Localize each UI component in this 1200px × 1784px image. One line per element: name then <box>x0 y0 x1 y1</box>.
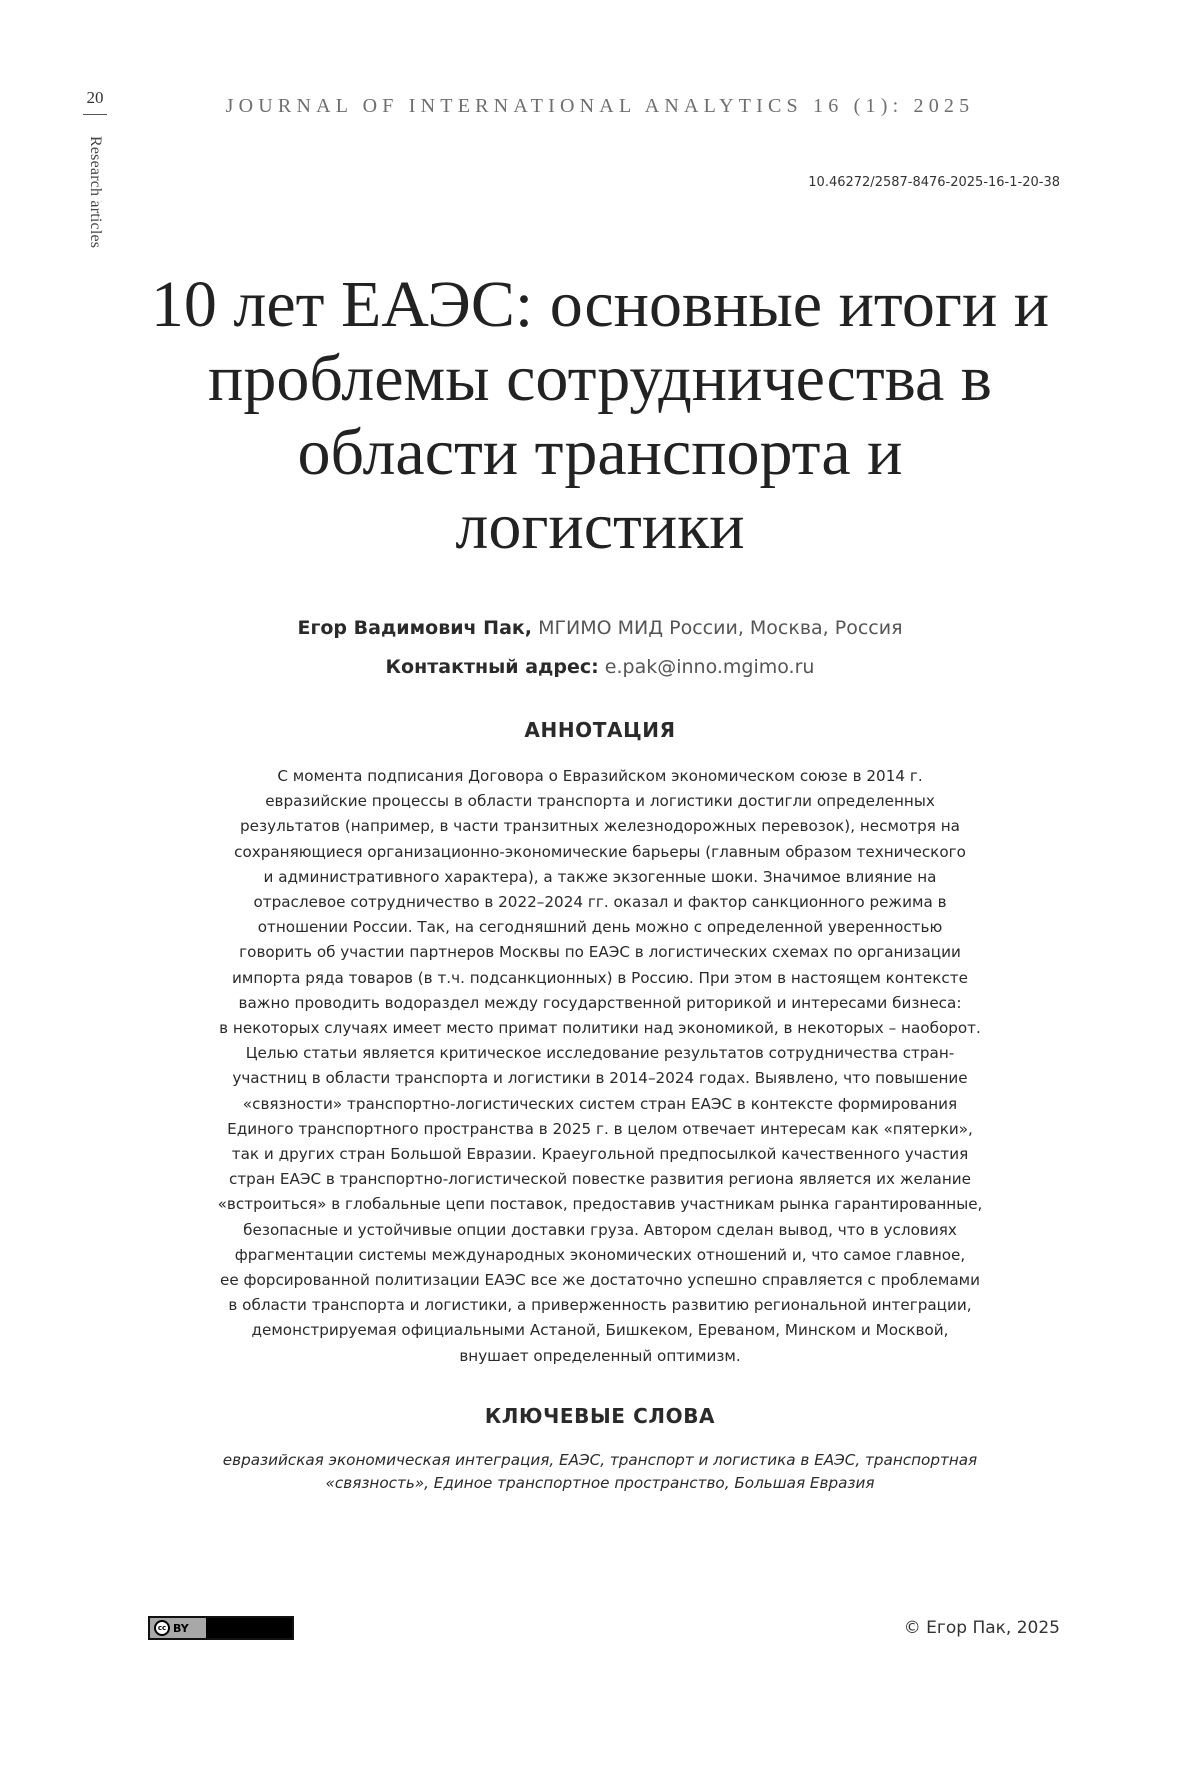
abstract-line: результатов (например, в части транзитных железнодорожных перевозок), несмотря на <box>240 817 960 836</box>
author-line <box>150 617 1050 639</box>
abstract-line: фрагментации системы международных экономических отношений и, что самое главное, <box>234 1245 966 1264</box>
page-number-rule <box>83 114 107 115</box>
keywords-line: «связность», Единое транспортное пространство, Большая Евразия <box>325 1474 875 1492</box>
creative-commons-icon: cc <box>154 1620 170 1636</box>
cc-by-license-badge[interactable] <box>148 1616 294 1640</box>
page-number: 20 <box>86 88 104 107</box>
author-name: Егор Вадимович Пак, <box>297 617 533 639</box>
cc-part <box>150 1618 206 1638</box>
author-affiliation: МГИМО МИД России, Москва, Россия <box>538 617 903 639</box>
contact-line <box>150 656 1050 678</box>
contact-email[interactable]: e.pak@inno.mgimo.ru <box>604 656 815 678</box>
abstract-line: импорта ряда товаров (в т.ч. подсанкционных) в Россию. При этом в настоящем контексте <box>232 968 968 987</box>
abstract-body <box>176 764 1024 1369</box>
abstract-line: С момента подписания Договора о Евразийском экономическом союзе в 2014 г. <box>277 767 923 785</box>
keywords-heading: КЛЮЧЕВЫЕ СЛОВА <box>484 1404 716 1428</box>
abstract-line: и административного характера), а также экзогенные шоки. Значимое влияние на <box>263 867 937 886</box>
abstract-line: сохраняющиеся организационно-экономические барьеры (главным образом технического <box>234 842 966 861</box>
license-by-text: BY <box>173 1621 189 1635</box>
badge-black-panel <box>206 1618 292 1638</box>
abstract-line: ее форсированной политизации ЕАЭС все же достаточно успешно справляется с проблемами <box>220 1271 980 1290</box>
abstract-line: безопасные и устойчивые опции доставки груза. Автором сделан вывод, что в условиях <box>243 1220 957 1239</box>
abstract-line: «встроиться» в глобальные цепи поставок, предоставив участникам рынка гарантированные, <box>217 1195 983 1214</box>
abstract-line: отношении России. Так, на сегодняшний день можно с определенной уверенностью <box>257 918 943 937</box>
abstract-line: говорить об участии партнеров Москвы по ЕАЭС в логистических схемах по организации <box>239 943 961 962</box>
abstract-line: стран ЕАЭС в транспортно-логистической повестке развития региона является их желание <box>228 1170 971 1189</box>
abstract-line: демонстрируемая официальными Астаной, Бишкеком, Ереваном, Минском и Москвой, <box>251 1321 949 1340</box>
article-title: 10 лет ЕАЭС: основные итоги и проблемы сотрудничества в области транспорта и логистики <box>150 268 1050 563</box>
abstract-line: внушает определенный оптимизм. <box>459 1346 741 1365</box>
abstract-line: в некоторых случаях имеет место примат политики над экономикой, в некоторых – наоборот. <box>219 1019 981 1038</box>
abstract-line: отраслевое сотрудничество в 2022–2024 гг. оказал и фактор санкционного режима в <box>253 893 947 912</box>
abstract-line: участниц в области транспорта и логистики в 2014–2024 годах. Выявлено, что повышение <box>232 1069 968 1088</box>
abstract-line: важно проводить водораздел между государственной риторикой и интересами бизнеса: <box>238 993 962 1012</box>
abstract-heading: АННОТАЦИЯ <box>524 718 676 742</box>
abstract-line: в области транспорта и логистики, а приверженность развитию региональной интеграции, <box>228 1296 972 1315</box>
abstract-line: Целью статьи является критическое исследование результатов сотрудничества стран- <box>245 1044 955 1063</box>
abstract-line: «связности» транспортно-логистических систем стран ЕАЭС в контексте формирования <box>242 1094 958 1113</box>
keywords-line: евразийская экономическая интеграция, ЕАЭС, транспорт и логистика в ЕАЭС, транспортная <box>222 1451 978 1469</box>
journal-running-header: JOURNAL OF INTERNATIONAL ANALYTICS 16 (1): 2025 <box>225 95 975 117</box>
keywords-body <box>176 1449 1024 1495</box>
copyright: © Егор Пак, 2025 <box>903 1618 1060 1638</box>
abstract-line: Единого транспортного пространства в 2025 г. в целом отвечает интересам как «пятерки», <box>227 1119 973 1138</box>
doi: 10.46272/2587-8476-2025-16-1-20-38 <box>808 175 1060 190</box>
section-side-label: Research articles <box>87 136 104 249</box>
abstract-line: так и других стран Большой Евразии. Краеугольной предпосылкой качественного участия <box>231 1145 969 1164</box>
abstract-line: евразийские процессы в области транспорта и логистики достигли определенных <box>265 792 935 811</box>
contact-label: Контактный адрес: <box>385 656 599 678</box>
